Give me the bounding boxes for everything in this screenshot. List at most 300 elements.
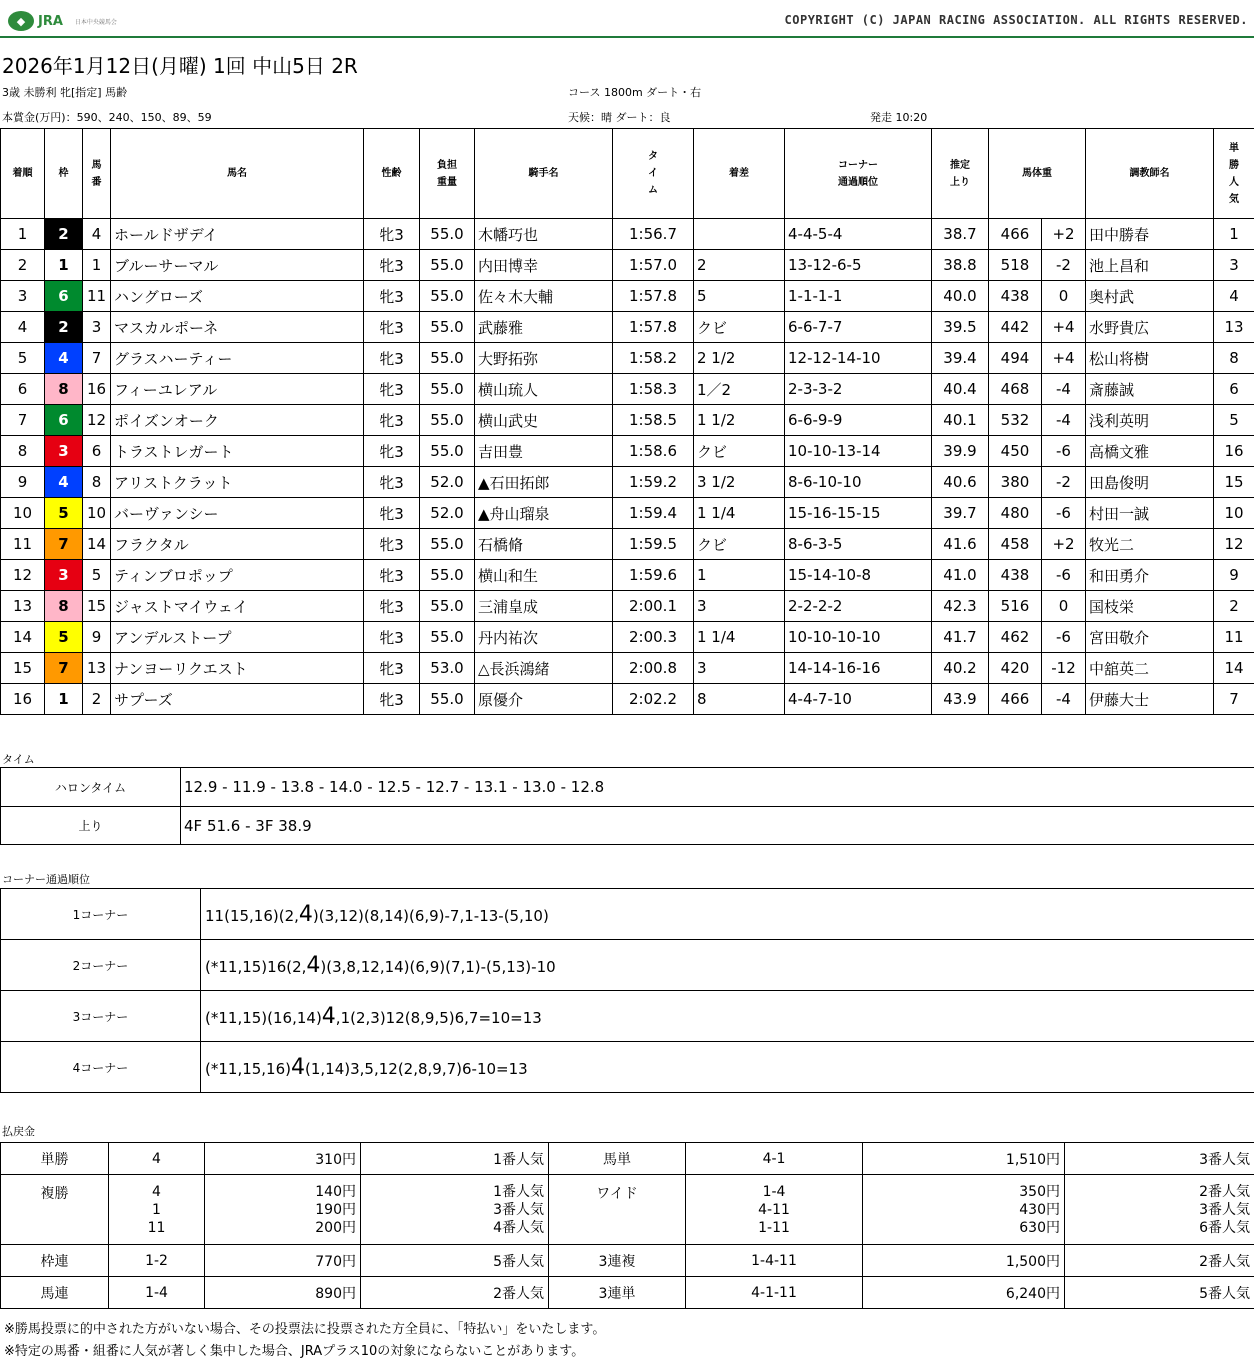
corner-order-text: (1,14)3,5,12(2,8,9,7)6-10=13	[305, 1059, 528, 1078]
corner-order-text: (*11,15)(16,14)	[205, 1008, 322, 1027]
header-umaban: 馬 番	[83, 129, 111, 219]
rank-cell: 4	[1, 312, 45, 343]
horse-name-cell: サプーズ	[111, 684, 364, 715]
jockey-cell: 内田博幸	[475, 250, 613, 281]
payout-row-3	[1, 1245, 1254, 1277]
time-cell: 1:56.7	[613, 219, 694, 250]
corner-order-text: )(3,8,12,14)(6,9)(7,1)-(5,13)-10	[320, 957, 556, 976]
result-row	[1, 405, 1254, 436]
umatan-yen: 1,510円	[863, 1143, 1065, 1175]
corner-cell: 15-16-15-15	[785, 498, 932, 529]
trainer-cell: 宮田敬介	[1086, 622, 1214, 653]
rank-cell: 14	[1, 622, 45, 653]
body-weight-cell: 380	[989, 467, 1042, 498]
weight-cell: 55.0	[420, 529, 475, 560]
time-cell: 2:00.8	[613, 653, 694, 684]
agari-cell: 40.6	[932, 467, 989, 498]
body-weight-diff-cell: +4	[1042, 343, 1086, 374]
result-row	[1, 622, 1254, 653]
weight-cell: 55.0	[420, 622, 475, 653]
header-trainer: 調教師名	[1086, 129, 1214, 219]
logo-subtext: 日本中央競馬会	[74, 18, 117, 26]
horse-name-cell: ホールドザデイ	[111, 219, 364, 250]
race-class: 3歳 未勝利 牝[指定] 馬齢	[2, 86, 128, 99]
body-weight-cell: 442	[989, 312, 1042, 343]
race-title: 2026年1月12日(月曜) 1回 中山5日 2R	[2, 54, 358, 78]
horse-name-cell: アンデルストープ	[111, 622, 364, 653]
corner-order	[201, 1042, 1254, 1093]
time-cell: 1:58.5	[613, 405, 694, 436]
popularity-cell: 15	[1214, 467, 1254, 498]
tansho-yen: 310円	[205, 1143, 361, 1175]
margin-cell: 1 1/4	[694, 622, 785, 653]
margin-cell: 5	[694, 281, 785, 312]
umaban-cell: 4	[83, 219, 111, 250]
sex-age-cell: 牝3	[364, 436, 420, 467]
wakuren-label: 枠連	[1, 1245, 109, 1277]
waku-cell: 5	[45, 498, 83, 529]
rank-cell: 16	[1, 684, 45, 715]
corner-cell: 4-4-7-10	[785, 684, 932, 715]
race-start-time: 発走 10:20	[870, 111, 928, 124]
waku-cell: 8	[45, 591, 83, 622]
umaban-cell: 16	[83, 374, 111, 405]
race-course: コース 1800m ダート・右	[568, 86, 702, 99]
umaren-combo: 1-4	[109, 1277, 205, 1309]
fukusho-combo: 11	[147, 1219, 166, 1236]
wakuren-pop: 5番人気	[361, 1245, 549, 1277]
waku-cell: 2	[45, 312, 83, 343]
winner-number: 4	[321, 1003, 336, 1029]
fukusho-yen: 190円	[315, 1201, 356, 1218]
rank-cell: 15	[1, 653, 45, 684]
time-cell: 2:02.2	[613, 684, 694, 715]
furlong-times: 12.9 - 11.9 - 13.8 - 14.0 - 12.5 - 12.7 - 13.1 - 13.0 - 12.8	[181, 768, 1254, 807]
rank-cell: 2	[1, 250, 45, 281]
popularity-cell: 12	[1214, 529, 1254, 560]
rank-cell: 12	[1, 560, 45, 591]
jockey-cell: 横山武史	[475, 405, 613, 436]
corner-order	[201, 991, 1254, 1042]
sanrentan-pop: 5番人気	[1065, 1277, 1254, 1309]
horse-name-cell: ハングローズ	[111, 281, 364, 312]
body-weight-cell: 518	[989, 250, 1042, 281]
horse-name-cell: フィーユレアル	[111, 374, 364, 405]
margin-cell: 2	[694, 250, 785, 281]
winner-number: 4	[298, 901, 313, 927]
body-weight-diff-cell: -12	[1042, 653, 1086, 684]
fukusho-pops	[361, 1175, 549, 1245]
corner-cell: 8-6-10-10	[785, 467, 932, 498]
body-weight-diff-cell: -6	[1042, 622, 1086, 653]
body-weight-diff-cell: -2	[1042, 250, 1086, 281]
results-table	[0, 128, 1254, 715]
rank-cell: 11	[1, 529, 45, 560]
popularity-cell: 3	[1214, 250, 1254, 281]
umatan-pop: 3番人気	[1065, 1143, 1254, 1175]
sex-age-cell: 牝3	[364, 250, 420, 281]
agari-cell: 39.4	[932, 343, 989, 374]
times-table	[0, 767, 1254, 845]
jockey-cell: 吉田豊	[475, 436, 613, 467]
agari-cell: 40.2	[932, 653, 989, 684]
corner-order-text: )(3,12)(8,14)(6,9)-7,1-13-(5,10)	[312, 906, 549, 925]
agari-cell: 40.4	[932, 374, 989, 405]
note-jra-plus10: ※特定の馬番・組番に人気が著しく集中した場合、JRAプラス10の対象にならないことがあります。	[4, 1344, 585, 1359]
margin-cell: 1 1/4	[694, 498, 785, 529]
waku-cell: 8	[45, 374, 83, 405]
popularity-cell: 4	[1214, 281, 1254, 312]
umaban-cell: 9	[83, 622, 111, 653]
corner-label: 1コーナー	[1, 889, 201, 940]
result-row	[1, 312, 1254, 343]
margin-cell: クビ	[694, 436, 785, 467]
horse-name-cell: バーヴァンシー	[111, 498, 364, 529]
waku-cell: 2	[45, 219, 83, 250]
weight-cell: 55.0	[420, 591, 475, 622]
agari-cell: 43.9	[932, 684, 989, 715]
body-weight-cell: 466	[989, 684, 1042, 715]
sex-age-cell: 牝3	[364, 529, 420, 560]
rank-cell: 9	[1, 467, 45, 498]
body-weight-diff-cell: +2	[1042, 219, 1086, 250]
corner-cell: 6-6-7-7	[785, 312, 932, 343]
jockey-cell: △長浜鴻緒	[475, 653, 613, 684]
wide-yen: 630円	[1019, 1219, 1060, 1236]
header-weight: 負担 重量	[420, 129, 475, 219]
tansho-label: 単勝	[1, 1143, 109, 1175]
weight-cell: 55.0	[420, 312, 475, 343]
wide-pops	[1065, 1175, 1254, 1245]
payout-row-4	[1, 1277, 1254, 1309]
sex-age-cell: 牝3	[364, 219, 420, 250]
payout-row-1	[1, 1143, 1254, 1175]
trainer-cell: 池上昌和	[1086, 250, 1214, 281]
popularity-cell: 5	[1214, 405, 1254, 436]
note-tokubarai: ※勝馬投票に的中された方がいない場合、その投票法に投票された方全員に、「特払い」をいたします。	[4, 1322, 606, 1337]
agari-cell: 39.9	[932, 436, 989, 467]
jockey-cell: 石橋脩	[475, 529, 613, 560]
sanrenpuku-combo: 1-4-11	[686, 1245, 863, 1277]
rank-cell: 1	[1, 219, 45, 250]
body-weight-diff-cell: -4	[1042, 405, 1086, 436]
corner-row	[1, 991, 1254, 1042]
corner-row	[1, 1042, 1254, 1093]
waku-cell: 6	[45, 281, 83, 312]
body-weight-cell: 480	[989, 498, 1042, 529]
result-row	[1, 467, 1254, 498]
corners-section-label: コーナー通過順位	[2, 873, 90, 886]
wide-combo: 1-4	[762, 1183, 786, 1200]
rank-cell: 8	[1, 436, 45, 467]
trainer-cell: 田島俊明	[1086, 467, 1214, 498]
jockey-cell: 佐々木大輔	[475, 281, 613, 312]
popularity-cell: 11	[1214, 622, 1254, 653]
race-prize: 本賞金(万円)：590、240、150、89、59	[2, 111, 212, 124]
weight-cell: 53.0	[420, 653, 475, 684]
agari-cell: 42.3	[932, 591, 989, 622]
sex-age-cell: 牝3	[364, 374, 420, 405]
result-row	[1, 684, 1254, 715]
race-weather: 天候：晴 ダート：良	[568, 111, 671, 124]
margin-cell: クビ	[694, 312, 785, 343]
weight-cell: 55.0	[420, 560, 475, 591]
time-cell: 2:00.1	[613, 591, 694, 622]
agari-cell: 41.0	[932, 560, 989, 591]
umaren-pop: 2番人気	[361, 1277, 549, 1309]
sex-age-cell: 牝3	[364, 560, 420, 591]
waku-cell: 4	[45, 343, 83, 374]
horse-name-cell: ジャストマイウェイ	[111, 591, 364, 622]
waku-cell: 7	[45, 653, 83, 684]
result-row	[1, 250, 1254, 281]
result-row	[1, 591, 1254, 622]
corner-order-text: ,1(2,3)12(8,9,5)6,7=10=13	[335, 1008, 542, 1027]
body-weight-diff-cell: 0	[1042, 591, 1086, 622]
body-weight-diff-cell: +2	[1042, 529, 1086, 560]
margin-cell: 3 1/2	[694, 467, 785, 498]
popularity-cell: 10	[1214, 498, 1254, 529]
header-divider	[0, 36, 1254, 38]
trainer-cell: 和田勇介	[1086, 560, 1214, 591]
margin-cell: 1／2	[694, 374, 785, 405]
waku-cell: 1	[45, 250, 83, 281]
agari-cell: 38.8	[932, 250, 989, 281]
sanrenpuku-pop: 2番人気	[1065, 1245, 1254, 1277]
weight-cell: 55.0	[420, 281, 475, 312]
sex-age-cell: 牝3	[364, 405, 420, 436]
header-time: タ イ ム	[613, 129, 694, 219]
corner-row	[1, 940, 1254, 991]
jockey-cell: ▲舟山瑠泉	[475, 498, 613, 529]
popularity-cell: 14	[1214, 653, 1254, 684]
trainer-cell: 田中勝春	[1086, 219, 1214, 250]
body-weight-diff-cell: -4	[1042, 374, 1086, 405]
jockey-cell: 丹内祐次	[475, 622, 613, 653]
sanrentan-yen: 6,240円	[863, 1277, 1065, 1309]
waku-cell: 7	[45, 529, 83, 560]
wide-yens	[863, 1175, 1065, 1245]
time-cell: 1:59.4	[613, 498, 694, 529]
result-row	[1, 343, 1254, 374]
popularity-cell: 6	[1214, 374, 1254, 405]
body-weight-cell: 532	[989, 405, 1042, 436]
umaren-yen: 890円	[205, 1277, 361, 1309]
trainer-cell: 奥村武	[1086, 281, 1214, 312]
fukusho-yen: 140円	[315, 1183, 356, 1200]
body-weight-diff-cell: -4	[1042, 684, 1086, 715]
corner-cell: 13-12-6-5	[785, 250, 932, 281]
time-cell: 1:58.3	[613, 374, 694, 405]
fukusho-combo: 4	[152, 1183, 161, 1200]
agari-times: 4F 51.6 - 3F 38.9	[181, 807, 1254, 845]
body-weight-cell: 458	[989, 529, 1042, 560]
jockey-cell: 大野拓弥	[475, 343, 613, 374]
tansho-combo: 4	[109, 1143, 205, 1175]
fukusho-pop: 4番人気	[493, 1219, 544, 1236]
trainer-cell: 中舘英二	[1086, 653, 1214, 684]
horse-name-cell: トラストレガート	[111, 436, 364, 467]
fukusho-pop: 3番人気	[493, 1201, 544, 1218]
trainer-cell: 高橋文雅	[1086, 436, 1214, 467]
umaban-cell: 12	[83, 405, 111, 436]
margin-cell	[694, 219, 785, 250]
jockey-cell: 原優介	[475, 684, 613, 715]
umaban-cell: 11	[83, 281, 111, 312]
result-row	[1, 374, 1254, 405]
umaban-cell: 10	[83, 498, 111, 529]
jockey-cell: 武藤雅	[475, 312, 613, 343]
corner-label: 3コーナー	[1, 991, 201, 1042]
trainer-cell: 村田一誠	[1086, 498, 1214, 529]
waku-cell: 3	[45, 436, 83, 467]
margin-cell: 3	[694, 653, 785, 684]
sex-age-cell: 牝3	[364, 312, 420, 343]
body-weight-diff-cell: -6	[1042, 498, 1086, 529]
sex-age-cell: 牝3	[364, 653, 420, 684]
time-cell: 1:59.5	[613, 529, 694, 560]
corner-cell: 15-14-10-8	[785, 560, 932, 591]
result-row	[1, 281, 1254, 312]
logo-text: JRA	[38, 13, 63, 29]
wide-pop: 3番人気	[1199, 1201, 1250, 1218]
waku-cell: 1	[45, 684, 83, 715]
rank-cell: 3	[1, 281, 45, 312]
corner-cell: 8-6-3-5	[785, 529, 932, 560]
header-waku: 枠	[45, 129, 83, 219]
header-sex-age: 性齢	[364, 129, 420, 219]
agari-cell: 41.7	[932, 622, 989, 653]
trainer-cell: 水野貴広	[1086, 312, 1214, 343]
corner-row	[1, 889, 1254, 940]
weight-cell: 55.0	[420, 684, 475, 715]
fukusho-yen: 200円	[315, 1219, 356, 1236]
wide-combos	[686, 1175, 863, 1245]
wide-pop: 2番人気	[1199, 1183, 1250, 1200]
popularity-cell: 2	[1214, 591, 1254, 622]
header-margin: 着差	[694, 129, 785, 219]
weight-cell: 55.0	[420, 219, 475, 250]
corner-order-text: 11(15,16)(2,	[205, 906, 299, 925]
horse-name-cell: ティンブロポップ	[111, 560, 364, 591]
popularity-cell: 16	[1214, 436, 1254, 467]
weight-cell: 55.0	[420, 343, 475, 374]
sanrenpuku-label: 3連複	[549, 1245, 686, 1277]
body-weight-cell: 466	[989, 219, 1042, 250]
corner-cell: 2-3-3-2	[785, 374, 932, 405]
agari-label: 上り	[1, 807, 181, 845]
time-cell: 1:57.8	[613, 281, 694, 312]
body-weight-cell: 462	[989, 622, 1042, 653]
corners-table	[0, 888, 1254, 1093]
corner-cell: 6-6-9-9	[785, 405, 932, 436]
sanrentan-label: 3連単	[549, 1277, 686, 1309]
time-cell: 1:59.2	[613, 467, 694, 498]
time-cell: 1:57.8	[613, 312, 694, 343]
popularity-cell: 7	[1214, 684, 1254, 715]
horse-name-cell: ナンヨーリクエスト	[111, 653, 364, 684]
wakuren-yen: 770円	[205, 1245, 361, 1277]
trainer-cell: 牧光二	[1086, 529, 1214, 560]
page-header	[0, 0, 1254, 40]
umaban-cell: 14	[83, 529, 111, 560]
header-rank: 着順	[1, 129, 45, 219]
waku-cell: 3	[45, 560, 83, 591]
sanrentan-combo: 4-1-11	[686, 1277, 863, 1309]
body-weight-cell: 494	[989, 343, 1042, 374]
body-weight-cell: 516	[989, 591, 1042, 622]
umaban-cell: 6	[83, 436, 111, 467]
agari-cell: 39.5	[932, 312, 989, 343]
header-popularity: 単 勝 人 気	[1214, 129, 1254, 219]
rank-cell: 13	[1, 591, 45, 622]
corner-cell: 2-2-2-2	[785, 591, 932, 622]
wide-pop: 6番人気	[1199, 1219, 1250, 1236]
corner-cell: 10-10-10-10	[785, 622, 932, 653]
horse-name-cell: アリストクラット	[111, 467, 364, 498]
jockey-cell: 三浦皇成	[475, 591, 613, 622]
trainer-cell: 斎藤誠	[1086, 374, 1214, 405]
rank-cell: 10	[1, 498, 45, 529]
body-weight-diff-cell: +4	[1042, 312, 1086, 343]
body-weight-diff-cell: -2	[1042, 467, 1086, 498]
corner-cell: 4-4-5-4	[785, 219, 932, 250]
sex-age-cell: 牝3	[364, 622, 420, 653]
header-corner: コーナー 通過順位	[785, 129, 932, 219]
jockey-cell: ▲石田拓郎	[475, 467, 613, 498]
result-row	[1, 560, 1254, 591]
corner-cell: 10-10-13-14	[785, 436, 932, 467]
wide-label: ワイド	[549, 1175, 686, 1245]
waku-cell: 5	[45, 622, 83, 653]
agari-cell: 40.1	[932, 405, 989, 436]
popularity-cell: 1	[1214, 219, 1254, 250]
time-cell: 1:58.6	[613, 436, 694, 467]
sex-age-cell: 牝3	[364, 591, 420, 622]
umaban-cell: 1	[83, 250, 111, 281]
body-weight-cell: 420	[989, 653, 1042, 684]
trainer-cell: 浅利英明	[1086, 405, 1214, 436]
result-row	[1, 653, 1254, 684]
waku-cell: 4	[45, 467, 83, 498]
time-cell: 1:59.6	[613, 560, 694, 591]
agari-cell: 39.7	[932, 498, 989, 529]
copyright-text: COPYRIGHT (C) JAPAN RACING ASSOCIATION. ALL RIGHTS RESERVED.	[784, 13, 1248, 27]
waku-cell: 6	[45, 405, 83, 436]
sex-age-cell: 牝3	[364, 498, 420, 529]
tansho-pop: 1番人気	[361, 1143, 549, 1175]
weight-cell: 52.0	[420, 467, 475, 498]
fukusho-yens	[205, 1175, 361, 1245]
sex-age-cell: 牝3	[364, 281, 420, 312]
margin-cell: 2 1/2	[694, 343, 785, 374]
horse-name-cell: マスカルポーネ	[111, 312, 364, 343]
header-jockey: 騎手名	[475, 129, 613, 219]
jra-logo	[8, 10, 117, 32]
horse-name-cell: フラクタル	[111, 529, 364, 560]
payouts-section-label: 払戻金	[2, 1125, 35, 1138]
umaren-label: 馬連	[1, 1277, 109, 1309]
payouts-table	[0, 1142, 1254, 1309]
sex-age-cell: 牝3	[364, 467, 420, 498]
umatan-combo: 4-1	[686, 1143, 863, 1175]
payout-row-2	[1, 1175, 1254, 1245]
corner-order-text: (*11,15)16(2,	[205, 957, 307, 976]
body-weight-diff-cell: 0	[1042, 281, 1086, 312]
fukusho-combos	[109, 1175, 205, 1245]
corner-order	[201, 889, 1254, 940]
weight-cell: 52.0	[420, 498, 475, 529]
